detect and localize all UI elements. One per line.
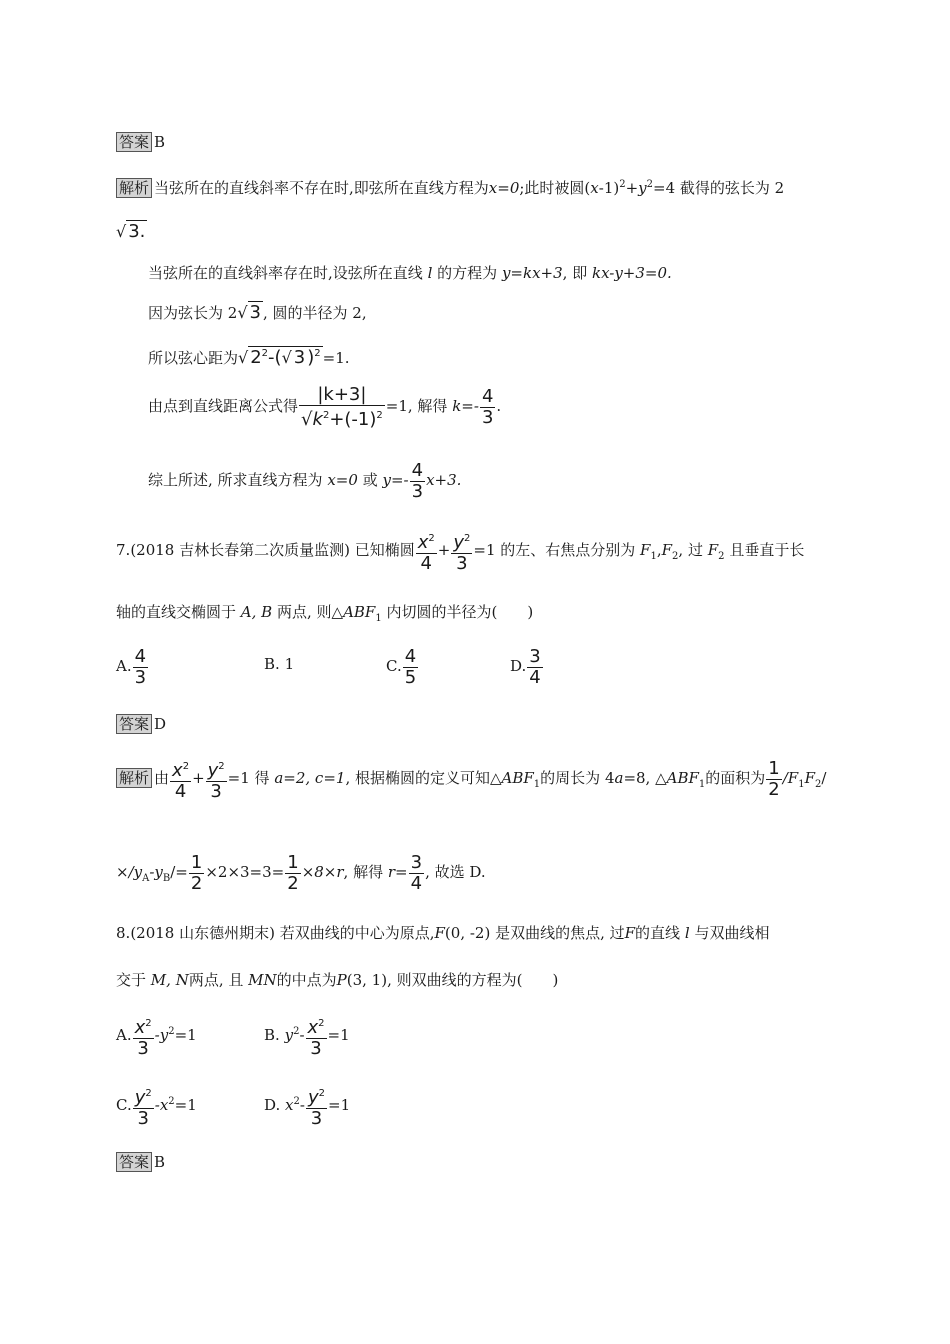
sqrt-3: √ 3 [237,302,261,323]
text: 轴的直线交椭圆于 [116,603,237,621]
text: , 圆的半径为 2, [262,304,367,322]
q8-option-d[interactable]: D. $x^2-$ $\frac{y^2}{3}$ =1 [264,1086,351,1129]
answer-value: B [154,133,166,151]
q7-stem-line-2: 轴的直线交椭圆于 A, B 两点, 则$\triangle ABF_1$ 内切圆的半径为( ) [116,603,534,624]
math: x=0 [488,179,520,197]
text: 当弦所在的直线斜率不存在时,即弦所在直线方程为 [154,179,489,197]
text: (2018 吉林长春第二次质量监测) 已知椭圆 [130,541,415,559]
q8-option-a[interactable]: A. $\frac{x^2}{3}$ $-y^2=1$ [116,1016,197,1059]
math: x=0 [327,471,358,489]
q6-line-d [148,344,350,368]
distance-fraction: $\frac{|k+3|}{√k^2+(-1)^2}$ [301,383,383,430]
text: 当弦所在的直线斜率存在时,设弦所在直线 [148,264,423,282]
fraction: $\frac{4}{3}$ [481,385,494,428]
q6-line-f [148,458,461,502]
q6-analysis-line-2 [116,222,147,242]
q7-option-a[interactable]: A. $\frac{4}{3}$ [116,645,147,688]
text: , 即 [562,264,588,282]
q7-option-b[interactable]: B. 1 [264,655,295,673]
q6-line-b [148,263,672,283]
text: 综上所述, 所求直线方程为 [148,471,323,489]
answer-tag: 答案 [116,714,152,734]
text: ;此时被圆( [519,179,591,197]
q7-option-c[interactable]: C. $\frac{4}{5}$ [386,645,417,688]
text: =1, 解得 [385,397,448,415]
q6-line-c [148,303,367,323]
math: k=- [452,397,479,415]
math: x+3. [426,471,462,489]
question-number: 7. [116,541,131,559]
q6-line-e: 由点到直线距离公式得 $\frac{|k+3|}{√k^2+(-1)^2}$ =1, 解得 k=- $\frac{4}{3}$ . [148,383,502,430]
text: =1 的左、右焦点分别为 [473,541,636,559]
analysis-tag: 解析 [116,768,152,788]
math: x [590,179,599,197]
q8-option-c[interactable]: C. $\frac{y^2}{3}$ $-x^2=1$ [116,1086,197,1129]
answer-tag: 答案 [116,1152,152,1172]
text: =1. [322,349,350,367]
q6-analysis-line-1: 解析 当弦所在的直线斜率不存在时,即弦所在直线方程为x=0;此时被圆$(x-1)^2+y^2=4$ 截得的弦长为 2 [116,175,784,198]
fraction: $\frac{4}{3}$ [411,459,424,502]
sqrt-expression: √ $2^2-(√$ 3 )$^2$ [238,347,321,368]
q7-answer-line [116,714,166,734]
q7-option-d[interactable]: D. $\frac{3}{4}$ [510,645,541,688]
text: 所以弦心距为 [148,349,239,367]
analysis-tag: 解析 [116,178,152,198]
q8-answer-line [116,1152,165,1172]
answer-tag: 答案 [116,132,152,152]
text: =4 截得的弦长为 2 [653,179,785,197]
text: -1) [598,179,620,197]
text: 由点到直线距离公式得 [148,397,299,415]
text: 或 [362,471,378,489]
sqrt-3: √ 3. [116,221,146,242]
answer-value: B [154,1153,166,1171]
math: kx-y+3=0. [591,264,672,282]
text: 的方程为 [437,264,498,282]
q7-analysis-line-1: 解析 由 $\frac{x^2}{4}$ + $\frac{y^2}{3}$ =1 得 a=2, c=1, 根据椭圆的定义可知$\triangle ABF_1$的周长为 4a=8, $\triangle ABF_1$的面积为 $\frac{1}{2}$ $/F_1F_2/$ [116,756,826,807]
question-number: 8. [116,924,131,942]
fraction: $\frac{x^2}{4}$ [417,531,435,574]
math: y=- [382,471,409,489]
math: l [427,264,433,282]
text: + [625,179,639,197]
text: 因为弦长为 2 [148,304,238,322]
q6-answer-line [116,132,165,152]
math: y=kx+3 [501,264,563,282]
fraction: $\frac{y^2}{3}$ [453,531,471,574]
q8-stem-line-2: 交于 M, N两点, 且 MN的中点为P(3, 1), 则双曲线的方程为( ) [116,971,559,989]
math: y [638,179,647,197]
q7-stem-line-1: 7.(2018 吉林长春第二次质量监测) 已知椭圆 $\frac{x^2}{4}$ + $\frac{y^2}{3}$ =1 的左、右焦点分别为 $F_1,F_2$, 过 $F_2$ 且垂直于长 [116,528,804,579]
q8-option-b[interactable]: B. $y^2-$ $\frac{x^2}{3}$ =1 [264,1016,350,1059]
q8-stem-line-1: 8.(2018 山东德州期末) 若双曲线的中心为原点,F(0, -2) 是双曲线的焦点, 过F的直线 l 与双曲线相 [116,924,770,942]
q7-analysis-line-2: $\times/y_A-y_B/=$ $\frac{1}{2}$ ×2×3=3= $\frac{1}{2}$ ×8×r, 解得 r= $\frac{3}{4}$ , 故选 D. [116,851,486,894]
answer-value: D [154,715,167,733]
